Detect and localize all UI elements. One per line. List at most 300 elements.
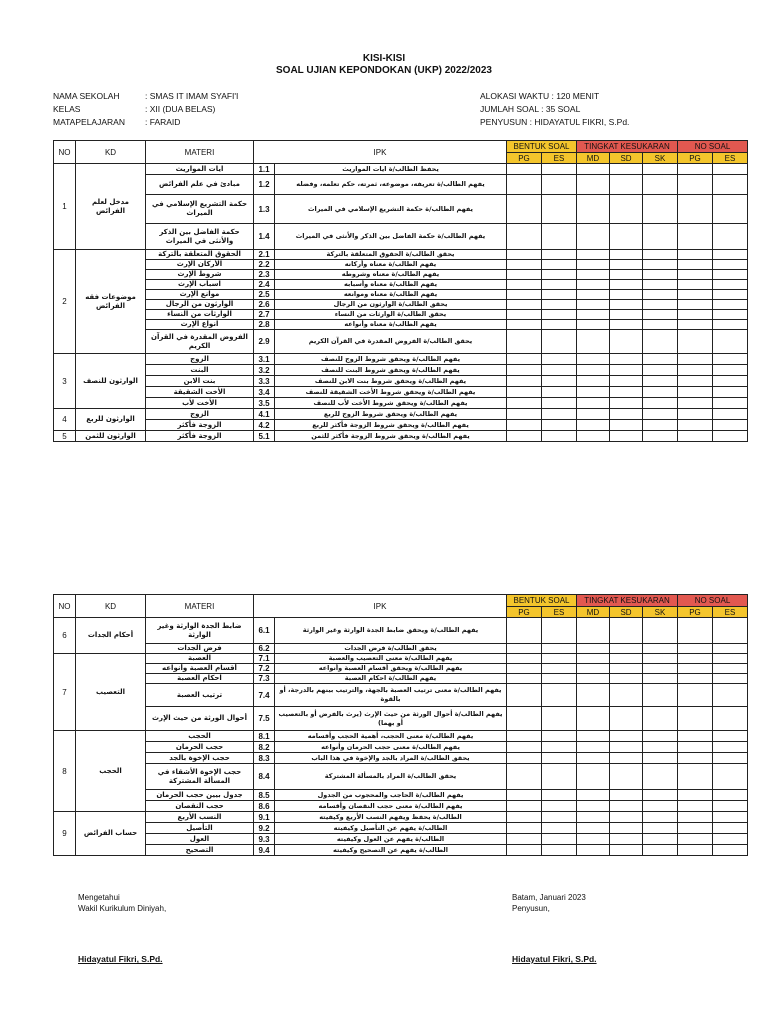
empty-cell <box>577 834 610 845</box>
empty-cell <box>713 431 748 442</box>
empty-cell <box>577 195 610 224</box>
empty-cell <box>643 731 678 742</box>
ipk-number: 9.4 <box>254 845 275 856</box>
materi-cell: الأخت الشقيقة <box>146 387 254 398</box>
empty-cell <box>643 845 678 856</box>
empty-cell <box>713 674 748 684</box>
table-row <box>54 684 748 707</box>
empty-cell <box>643 195 678 224</box>
empty-cell <box>643 764 678 790</box>
ipk-cell: يفهم الطالب/ة ويحقق شروط الأخت الشقيقة للنصف <box>275 387 507 398</box>
col-bentuk-soal: BENTUK SOAL <box>507 141 577 153</box>
col-sd: SD <box>610 607 643 618</box>
empty-cell <box>577 376 610 387</box>
empty-cell <box>542 801 577 812</box>
materi-cell: الفروض المقدرة في القرآن الكريم <box>146 330 254 354</box>
ipk-cell: يفهم الطالب/ة أحوال الورثة من حيث الإرث (يرث بالفرض أو بالتعصيب أو بهما) <box>275 707 507 731</box>
table-row <box>54 812 748 823</box>
ipk-cell: يفهم الطالب/ة حكمة الفاضل بين الذكر والأنثى في الميراث <box>275 224 507 250</box>
empty-cell <box>643 420 678 431</box>
empty-cell <box>678 270 713 280</box>
empty-cell <box>542 684 577 707</box>
col-tingkat-kesukaran: TINGKAT KESUKARAN <box>577 141 678 153</box>
empty-cell <box>643 684 678 707</box>
empty-cell <box>542 330 577 354</box>
empty-cell <box>713 654 748 664</box>
empty-cell <box>713 398 748 409</box>
table-row <box>54 845 748 856</box>
empty-cell <box>713 764 748 790</box>
empty-cell <box>643 398 678 409</box>
empty-cell <box>610 823 643 834</box>
ipk-cell: الطالب/ة يفهم عن العول وكيفيته <box>275 834 507 845</box>
empty-cell <box>542 618 577 644</box>
info-row-subject: MATAPELAJARAN : FARAID <box>53 117 181 127</box>
empty-cell <box>713 644 748 654</box>
empty-cell <box>643 812 678 823</box>
kd-number: 3 <box>54 354 76 409</box>
empty-cell <box>713 290 748 300</box>
empty-cell <box>542 707 577 731</box>
empty-cell <box>542 409 577 420</box>
empty-cell <box>507 664 542 674</box>
materi-cell: انواع الإرث <box>146 320 254 330</box>
kisi-kisi-table-1 <box>53 140 748 442</box>
ipk-cell: يفهم الطالب/ة معنى الحجب، أهمية الحجب وأقسامه <box>275 731 507 742</box>
empty-cell <box>577 684 610 707</box>
empty-cell <box>678 330 713 354</box>
col-pg-no: PG <box>678 153 713 164</box>
empty-cell <box>542 834 577 845</box>
kd-name: التعصيب <box>76 654 146 731</box>
empty-cell <box>577 320 610 330</box>
materi-cell: ترتيب العصبة <box>146 684 254 707</box>
ipk-cell: يحفظ الطالب/ة ايات المواريث <box>275 164 507 175</box>
empty-cell <box>577 310 610 320</box>
ipk-number: 7.3 <box>254 674 275 684</box>
ipk-number: 2.7 <box>254 310 275 320</box>
empty-cell <box>507 365 542 376</box>
empty-cell <box>577 845 610 856</box>
empty-cell <box>507 801 542 812</box>
empty-cell <box>610 431 643 442</box>
empty-cell <box>643 260 678 270</box>
empty-cell <box>577 654 610 664</box>
materi-cell: الزوج <box>146 409 254 420</box>
materi-cell: أقسام العصبة وأنواعه <box>146 664 254 674</box>
kd-number: 5 <box>54 431 76 442</box>
empty-cell <box>678 644 713 654</box>
empty-cell <box>577 644 610 654</box>
empty-cell <box>678 823 713 834</box>
table-row <box>54 753 748 764</box>
empty-cell <box>678 707 713 731</box>
empty-cell <box>643 354 678 365</box>
empty-cell <box>643 270 678 280</box>
empty-cell <box>507 790 542 801</box>
kd-number: 6 <box>54 618 76 654</box>
table-row <box>54 354 748 365</box>
materi-cell: التصحيح <box>146 845 254 856</box>
empty-cell <box>713 409 748 420</box>
empty-cell <box>713 270 748 280</box>
empty-cell <box>610 742 643 753</box>
table-row <box>54 260 748 270</box>
ipk-number: 8.4 <box>254 764 275 790</box>
table-row <box>54 790 748 801</box>
empty-cell <box>542 164 577 175</box>
empty-cell <box>507 420 542 431</box>
empty-cell <box>610 250 643 260</box>
empty-cell <box>678 195 713 224</box>
empty-cell <box>713 310 748 320</box>
document-title: KISI-KISI <box>362 53 406 64</box>
col-sk: SK <box>643 607 678 618</box>
empty-cell <box>542 387 577 398</box>
col-no-soal: NO SOAL <box>678 595 748 607</box>
ipk-number: 2.6 <box>254 300 275 310</box>
col-pg: PG <box>507 153 542 164</box>
empty-cell <box>643 250 678 260</box>
empty-cell <box>507 654 542 664</box>
school-info <box>53 90 238 129</box>
table-row <box>54 674 748 684</box>
col-kd: KD <box>76 595 146 618</box>
empty-cell <box>643 823 678 834</box>
empty-cell <box>643 801 678 812</box>
kd-name: حساب الفرائض <box>76 812 146 856</box>
empty-cell <box>713 823 748 834</box>
materi-cell: موانع الإرث <box>146 290 254 300</box>
ipk-cell: الطالب/ة يفهم عن التأصيل وكيفيته <box>275 823 507 834</box>
empty-cell <box>713 731 748 742</box>
col-materi: MATERI <box>146 141 254 164</box>
empty-cell <box>542 250 577 260</box>
empty-cell <box>643 365 678 376</box>
kd-name: الوارثون للربع <box>76 409 146 431</box>
empty-cell <box>713 387 748 398</box>
ipk-number: 1.2 <box>254 175 275 195</box>
empty-cell <box>610 684 643 707</box>
materi-cell: أحوال الورثة من حيث الإرث <box>146 707 254 731</box>
empty-cell <box>542 175 577 195</box>
table-row <box>54 409 748 420</box>
empty-cell <box>542 654 577 664</box>
ipk-number: 2.4 <box>254 280 275 290</box>
empty-cell <box>713 330 748 354</box>
table-row <box>54 195 748 224</box>
col-no-soal: NO SOAL <box>678 141 748 153</box>
empty-cell <box>678 654 713 664</box>
empty-cell <box>713 812 748 823</box>
empty-cell <box>507 742 542 753</box>
empty-cell <box>577 790 610 801</box>
empty-cell <box>643 654 678 664</box>
empty-cell <box>643 674 678 684</box>
ipk-cell: يفهم الطالب/ة ويحقق شروط الزوج للربع <box>275 409 507 420</box>
info-row-count: JUMLAH SOAL : 35 SOAL <box>480 104 581 114</box>
materi-cell: حجب الحرمان <box>146 742 254 753</box>
footer-left <box>78 892 166 914</box>
table-row <box>54 618 748 644</box>
empty-cell <box>577 812 610 823</box>
empty-cell <box>678 812 713 823</box>
table-row <box>54 320 748 330</box>
empty-cell <box>678 290 713 300</box>
empty-cell <box>643 330 678 354</box>
empty-cell <box>678 224 713 250</box>
empty-cell <box>507 684 542 707</box>
empty-cell <box>577 801 610 812</box>
col-sd: SD <box>610 153 643 164</box>
footer-author-role: Penyusun, <box>512 904 550 913</box>
info-row-author: PENYUSUN : HIDAYATUL FIKRI, S.Pd. <box>480 117 630 127</box>
empty-cell <box>643 753 678 764</box>
empty-cell <box>610 409 643 420</box>
table-row <box>54 280 748 290</box>
ipk-cell: يحقق الطالب/ة الحقوق المتعلقة بالتركة <box>275 250 507 260</box>
empty-cell <box>577 224 610 250</box>
empty-cell <box>507 260 542 270</box>
col-es: ES <box>542 153 577 164</box>
ipk-number: 2.5 <box>254 290 275 300</box>
materi-cell: الأركان الإرث <box>146 260 254 270</box>
empty-cell <box>610 290 643 300</box>
ipk-cell: الطالب/ة يحفظ ويفهم النسب الأربع وكيفيته <box>275 812 507 823</box>
empty-cell <box>577 823 610 834</box>
empty-cell <box>678 664 713 674</box>
empty-cell <box>643 320 678 330</box>
col-pg-no: PG <box>678 607 713 618</box>
ipk-number: 8.2 <box>254 742 275 753</box>
empty-cell <box>610 834 643 845</box>
empty-cell <box>643 175 678 195</box>
empty-cell <box>713 280 748 290</box>
ipk-number: 3.2 <box>254 365 275 376</box>
table-row <box>54 250 748 260</box>
empty-cell <box>643 300 678 310</box>
empty-cell <box>542 420 577 431</box>
empty-cell <box>610 320 643 330</box>
empty-cell <box>507 707 542 731</box>
exam-info <box>480 90 629 129</box>
ipk-cell: يحقق الطالب/ة الوارثات من النساء <box>275 310 507 320</box>
empty-cell <box>678 250 713 260</box>
ipk-cell: يفهم الطالب/ة معنى التعصيب والعصبة <box>275 654 507 664</box>
col-ipk: IPK <box>254 595 507 618</box>
empty-cell <box>507 354 542 365</box>
kisi-kisi-table-2 <box>53 594 748 856</box>
ipk-cell: يحقق الطالب/ة المراد بالجد والإخوة في هذا الباب <box>275 753 507 764</box>
empty-cell <box>678 618 713 644</box>
empty-cell <box>577 354 610 365</box>
empty-cell <box>507 300 542 310</box>
ipk-number: 3.3 <box>254 376 275 387</box>
empty-cell <box>577 674 610 684</box>
materi-cell: الأخت لأب <box>146 398 254 409</box>
empty-cell <box>577 164 610 175</box>
table-row <box>54 300 748 310</box>
kd-number: 2 <box>54 250 76 354</box>
ipk-cell: يحقق الطالب/ة الفروض المقدرة في القرآن الكريم <box>275 330 507 354</box>
empty-cell <box>507 387 542 398</box>
empty-cell <box>713 618 748 644</box>
empty-cell <box>542 290 577 300</box>
empty-cell <box>542 431 577 442</box>
ipk-cell: يفهم الطالب/ة ويحقق شروط الأخت لأب للنصف <box>275 398 507 409</box>
ipk-number: 7.1 <box>254 654 275 664</box>
ipk-cell: الطالب/ة يفهم عن التصحيح وكيفيته <box>275 845 507 856</box>
empty-cell <box>678 164 713 175</box>
table-row <box>54 764 748 790</box>
empty-cell <box>643 742 678 753</box>
empty-cell <box>610 164 643 175</box>
empty-cell <box>610 790 643 801</box>
table-row <box>54 707 748 731</box>
empty-cell <box>678 684 713 707</box>
empty-cell <box>507 731 542 742</box>
empty-cell <box>542 644 577 654</box>
info-row-time: ALOKASI WAKTU : 120 MENIT <box>480 91 600 101</box>
ipk-cell: يحقق الطالب/ة الوارثون من الرجال <box>275 300 507 310</box>
empty-cell <box>542 365 577 376</box>
empty-cell <box>713 376 748 387</box>
empty-cell <box>643 376 678 387</box>
empty-cell <box>507 250 542 260</box>
col-md: MD <box>577 153 610 164</box>
ipk-number: 8.6 <box>254 801 275 812</box>
ipk-number: 4.1 <box>254 409 275 420</box>
empty-cell <box>610 812 643 823</box>
col-no: NO <box>54 141 76 164</box>
footer-acknowledge: Mengetahui <box>78 893 120 902</box>
ipk-number: 6.2 <box>254 644 275 654</box>
ipk-number: 8.3 <box>254 753 275 764</box>
kd-name: أحكام الجدات <box>76 618 146 654</box>
materi-cell: النسب الأربع <box>146 812 254 823</box>
ipk-number: 6.1 <box>254 618 275 644</box>
ipk-number: 2.8 <box>254 320 275 330</box>
empty-cell <box>643 310 678 320</box>
empty-cell <box>542 224 577 250</box>
materi-cell: ايات المواريث <box>146 164 254 175</box>
ipk-number: 2.2 <box>254 260 275 270</box>
materi-cell: الوارثون من الرجال <box>146 300 254 310</box>
empty-cell <box>713 164 748 175</box>
ipk-cell: يفهم الطالب/ة معنى حجب النقصان وأقسامه <box>275 801 507 812</box>
ipk-cell: يفهم الطالب/ة ويحقق ضابط الجدة الوارثة وغير الوارثة <box>275 618 507 644</box>
ipk-number: 9.1 <box>254 812 275 823</box>
signature-right: Hidayatul Fikri, S.Pd. <box>512 954 597 964</box>
table-row <box>54 398 748 409</box>
materi-cell: العول <box>146 834 254 845</box>
empty-cell <box>713 664 748 674</box>
empty-cell <box>542 280 577 290</box>
empty-cell <box>542 320 577 330</box>
empty-cell <box>610 420 643 431</box>
empty-cell <box>713 753 748 764</box>
empty-cell <box>643 224 678 250</box>
empty-cell <box>542 731 577 742</box>
kd-number: 4 <box>54 409 76 431</box>
empty-cell <box>610 330 643 354</box>
empty-cell <box>678 260 713 270</box>
empty-cell <box>713 834 748 845</box>
empty-cell <box>610 310 643 320</box>
empty-cell <box>610 280 643 290</box>
empty-cell <box>643 834 678 845</box>
ipk-cell: يفهم الطالب/ة ويحقق شروط البنت للنصف <box>275 365 507 376</box>
empty-cell <box>577 409 610 420</box>
empty-cell <box>577 300 610 310</box>
empty-cell <box>678 387 713 398</box>
kd-name: الوارثون للنصف <box>76 354 146 409</box>
kd-number: 9 <box>54 812 76 856</box>
empty-cell <box>610 845 643 856</box>
empty-cell <box>507 164 542 175</box>
empty-cell <box>577 250 610 260</box>
ipk-number: 7.2 <box>254 664 275 674</box>
ipk-number: 8.1 <box>254 731 275 742</box>
ipk-cell: يفهم الطالب/ة معنى ترتيب العصبة بالجهة، والترتيب بينهم بالدرجة، أو بالقوة <box>275 684 507 707</box>
materi-cell: فرض الجدات <box>146 644 254 654</box>
empty-cell <box>542 300 577 310</box>
empty-cell <box>610 260 643 270</box>
empty-cell <box>643 290 678 300</box>
empty-cell <box>678 790 713 801</box>
empty-cell <box>713 195 748 224</box>
materi-cell: اسباب الإرث <box>146 280 254 290</box>
materi-cell: جدول بيين حجب الحرمان <box>146 790 254 801</box>
ipk-cell: يفهم الطالب/ة معناه وأركانه <box>275 260 507 270</box>
table-row <box>54 654 748 664</box>
ipk-cell: يفهم الطالب/ة ويحقق شروط بنت الابن للنصف <box>275 376 507 387</box>
info-row-class: KELAS : XII (DUA BELAS) <box>53 104 216 114</box>
table-row <box>54 290 748 300</box>
empty-cell <box>610 764 643 790</box>
empty-cell <box>678 801 713 812</box>
materi-cell: حكمة التشريع الإسلامي في الميراث <box>146 195 254 224</box>
table-row <box>54 801 748 812</box>
empty-cell <box>713 354 748 365</box>
kd-name: الحجب <box>76 731 146 812</box>
empty-cell <box>678 834 713 845</box>
empty-cell <box>610 224 643 250</box>
empty-cell <box>507 330 542 354</box>
ipk-cell: يفهم الطالب/ة ويحقق شروط الزوجة فأكثر للثمن <box>275 431 507 442</box>
empty-cell <box>678 300 713 310</box>
col-pg: PG <box>507 607 542 618</box>
materi-cell: بنت الابن <box>146 376 254 387</box>
empty-cell <box>577 175 610 195</box>
empty-cell <box>507 310 542 320</box>
empty-cell <box>507 431 542 442</box>
empty-cell <box>577 330 610 354</box>
empty-cell <box>610 801 643 812</box>
empty-cell <box>643 707 678 731</box>
materi-cell: العصبة <box>146 654 254 664</box>
empty-cell <box>507 674 542 684</box>
empty-cell <box>542 260 577 270</box>
ipk-cell: يفهم الطالب/ة حكمة التشريع الإسلامي في الميراث <box>275 195 507 224</box>
ipk-number: 3.5 <box>254 398 275 409</box>
kd-name: الوارثون للثمن <box>76 431 146 442</box>
ipk-number: 2.9 <box>254 330 275 354</box>
empty-cell <box>643 431 678 442</box>
table-row <box>54 431 748 442</box>
empty-cell <box>577 270 610 280</box>
empty-cell <box>643 280 678 290</box>
